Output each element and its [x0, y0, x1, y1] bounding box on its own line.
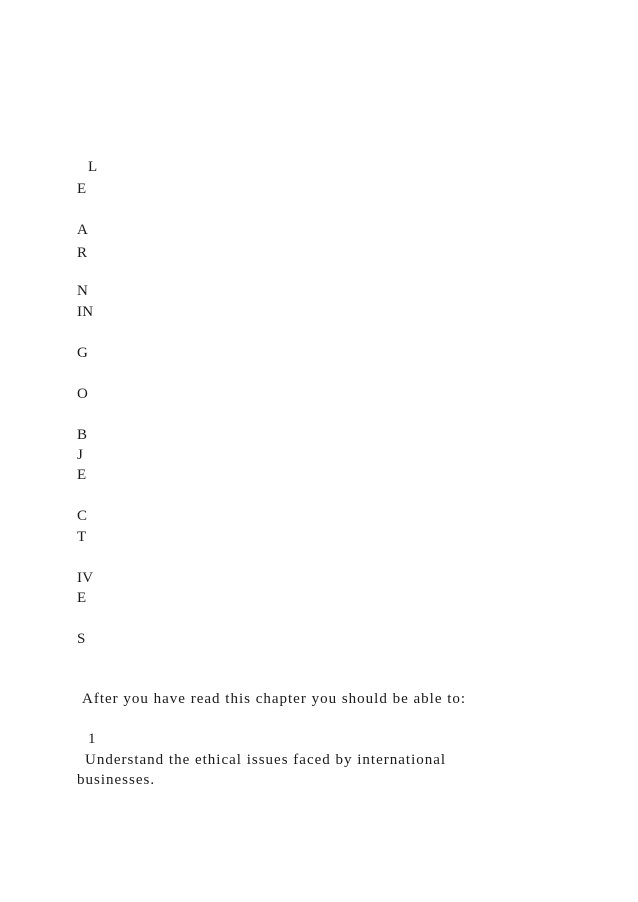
heading-letter: L [88, 159, 98, 175]
heading-letter: G [77, 345, 89, 361]
heading-letter: C [77, 508, 88, 524]
heading-letter: E [77, 467, 87, 483]
heading-letter: E [77, 181, 87, 197]
heading-letter: S [77, 631, 86, 647]
objective-number: 1 [88, 731, 96, 747]
heading-letter: T [77, 529, 87, 545]
heading-letter: IV [77, 570, 94, 586]
heading-letter: R [77, 245, 88, 261]
heading-letter: J [77, 447, 84, 463]
heading-letter: N [77, 283, 89, 299]
objective-text-continued: businesses. [77, 772, 156, 788]
heading-letter: A [77, 222, 89, 238]
heading-letter: IN [77, 304, 94, 320]
intro-text: After you have read this chapter you should be able to: [82, 691, 467, 707]
objective-text: Understand the ethical issues faced by international [85, 752, 447, 768]
heading-letter: O [77, 386, 89, 402]
heading-letter: E [77, 590, 87, 606]
heading-letter: B [77, 427, 88, 443]
